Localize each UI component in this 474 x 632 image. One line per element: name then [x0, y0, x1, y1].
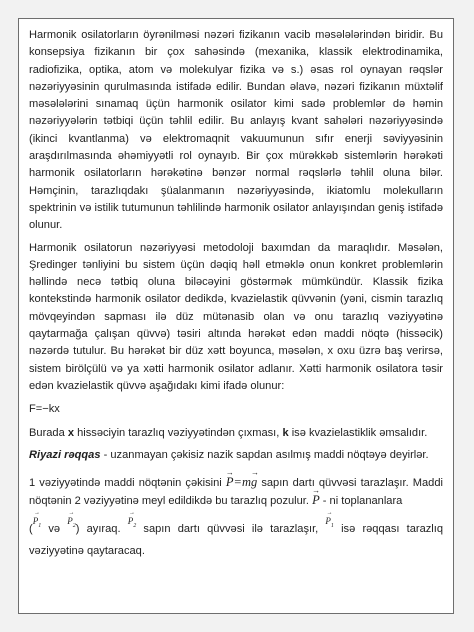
paragraph-definitions — [29, 425, 443, 442]
paragraph-pendulum-definition — [29, 447, 443, 464]
weight-formula — [226, 475, 257, 489]
formula-eq: =m — [233, 475, 251, 490]
text-span: və — [41, 522, 68, 535]
vector-P1b-letter: P — [325, 515, 331, 526]
vector-P1-b — [325, 513, 334, 535]
vector-P-standalone — [312, 493, 320, 507]
text-span: hissəciyin tarazlıq vəziyyətindən çıxması, — [74, 426, 283, 439]
text-span: isə kvazielastiklik əmsalıdır. — [288, 426, 428, 439]
text-span: ( — [29, 522, 33, 535]
text-span: isə rəqqası tarazlıq vəziyyətinə qaytaracaq. — [29, 522, 444, 557]
vector-P2b-letter: P — [127, 515, 134, 526]
paragraph-methodology: Harmonik osilatorun nəzəriyyəsi metodoloji baxımdan da maraqlıdır. Məsələn, Şredinger tənliyini bu sistem üçün dəqiq həll etməklə onun konkret problemlərin həllində necə tətbiq oluna biləcəyini göstərmək mümkündür. Klassik fizika kontekstində harmonik osilator dedikdə, kvazielastik qüvvənin (yəni, cismin tarazlıq mövqeyindən sapması ilə düz mütənasib olan və onu tarazlıq vəziyyətinə qaytarmağa çalışan qüvvə) təsiri altında hərəkət edən maddi nöqtə (hissəcik) nəzərdə tutulur. Bu hərəkət bir düz xətt boyunca, məsələn, x oxu üzrə baş verirsə, sistem birölçülü və ya xətti harmonik osilator adlanır. Xətti harmonik osilatora təsir edən kvazielastik qüvvə aşağıdakı kimi ifadə olunur: — [29, 241, 443, 392]
vector-P2-letter: P — [67, 515, 73, 526]
vector-P: → P — [226, 474, 234, 491]
vector-P1 — [33, 513, 42, 535]
term-mathematical-pendulum: Riyazi rəqqas — [29, 448, 101, 461]
variable-k: k — [282, 426, 289, 439]
text-span: 1 vəziyyətində maddi nöqtənin çəkisini — [29, 477, 226, 490]
document-page — [18, 18, 454, 614]
vector-g: → g — [251, 474, 257, 491]
vector-P2-b — [128, 513, 137, 535]
vector-P2 — [67, 513, 76, 535]
text-span: - uzanmayan çəkisiz nazik sapdan asılmış maddi nöqtəyə deyirlər. — [100, 448, 429, 461]
paragraph-weight — [29, 474, 443, 511]
text-span: ) ayıraq. — [75, 522, 128, 535]
vector-P1-sub: 1 — [38, 522, 42, 529]
variable-x: x — [67, 426, 75, 439]
paragraph-components — [29, 515, 444, 560]
vector-P2b-sub: 2 — [133, 522, 137, 529]
text-span: Burada — [29, 426, 68, 439]
text-span: - ni toplananlara — [319, 495, 403, 508]
text-span: sapın dartı qüvvəsi tarazlaşır. Maddi nöqtənin 2 vəziyyətinə meyl edildikdə bu tarazlıq pozulur. — [29, 477, 443, 508]
force-formula: F=−kx — [29, 403, 60, 416]
vector-P2-sub: 2 — [72, 522, 76, 529]
vector-P1-letter: P — [32, 515, 39, 526]
text-span: sapın dartı qüvvəsi ilə tarazlaşır, — [136, 522, 326, 535]
paragraph-intro: Harmonik osilatorların öyrənilməsi nəzəri fizikanın vacib məsələlərindən biridir. Bu konsepsiya fizikanın bir çox sahəsində (mexanika, klassik elektrodinamika, radiofizika, optika, atom və molekulyar fizika və s.) əsas rol oynayan rəqslər nəzəriyyəsinin qurulmasında istifadə edilir. Bundan əlavə, nəzəri fizikanın müxtəlif məsələlərini sınamaq üçün harmonik osilator kimi sadə problemlər də həmin nəzəriyyələrin tətbiqi üçün təhlil edilir. Bu anlayış kvant sahələri nəzəriyyəsində (ikinci kvantlanma) və elektromaqnit vakuumunun sıfır enerji səviyyəsinin araşdırılmasında əhəmiyyətli rol oynayıb. Bir çox mürəkkəb sistemlərin hərəkəti harmonik osilatorların hərəkətinə bənzər normal rəqslərlə təhlil oluna bilər. Həmçinin, tarazlıqdakı şüalanmanın nəzəriyyəsində, ikiatomlu molekulların spektrinin və istilik tutumunun təhlilində harmonik osilator anlayışından geniş istifadə olunur. — [29, 29, 443, 232]
vector-P1b-sub: 1 — [330, 522, 334, 529]
vector-P-symbol: → P — [312, 492, 320, 509]
